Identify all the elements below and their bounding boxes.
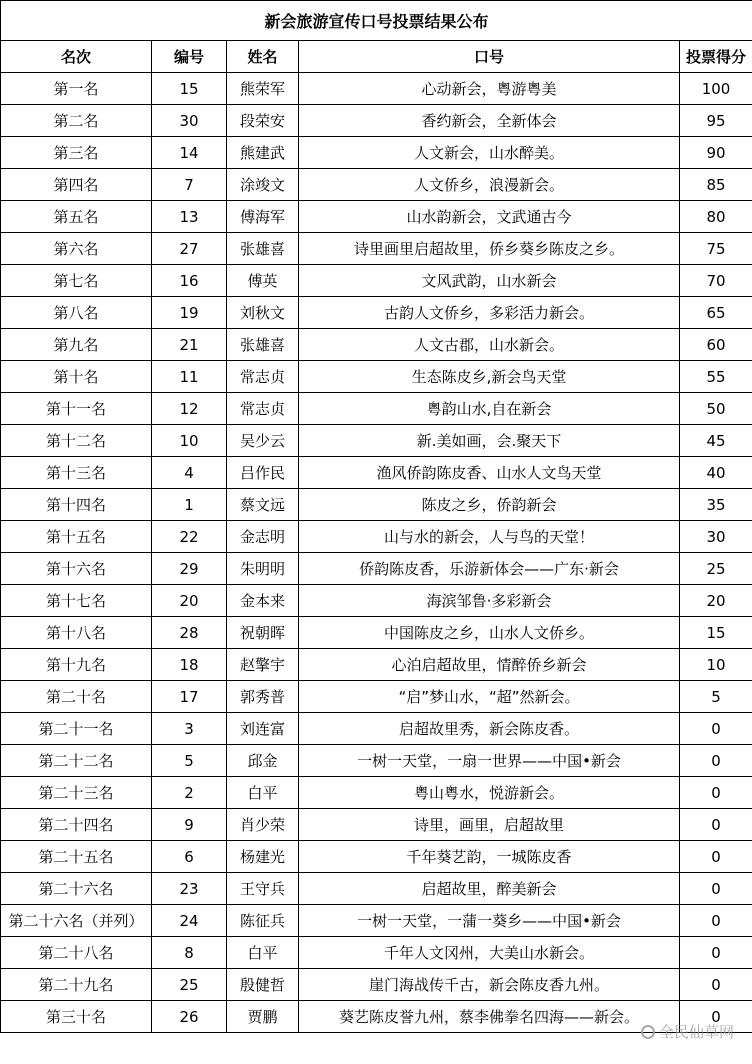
- cell-number: 14: [152, 137, 227, 169]
- cell-name: 吴少云: [227, 425, 299, 457]
- cell-rank: 第二十九名: [1, 969, 152, 1001]
- cell-name: 熊建武: [227, 137, 299, 169]
- cell-slogan: 启超故里，醉美新会: [299, 873, 680, 905]
- cell-score: 75: [680, 233, 752, 265]
- cell-rank: 第二十一名: [1, 713, 152, 745]
- cell-rank: 第十四名: [1, 489, 152, 521]
- cell-slogan: 中国陈皮之乡，山水人文侨乡。: [299, 617, 680, 649]
- header-score: 投票得分: [680, 41, 752, 73]
- cell-score: 10: [680, 649, 752, 681]
- cell-slogan: 侨韵陈皮香，乐游新体会——广东·新会: [299, 553, 680, 585]
- cell-score: 80: [680, 201, 752, 233]
- cell-score: 50: [680, 393, 752, 425]
- cell-number: 10: [152, 425, 227, 457]
- cell-number: 12: [152, 393, 227, 425]
- cell-score: 25: [680, 553, 752, 585]
- cell-slogan: 人文侨乡，浪漫新会。: [299, 169, 680, 201]
- cell-name: 杨建光: [227, 841, 299, 873]
- table-row: [1, 873, 752, 905]
- cell-name: 朱明明: [227, 553, 299, 585]
- cell-name: 刘秋文: [227, 297, 299, 329]
- cell-number: 20: [152, 585, 227, 617]
- cell-rank: 第十七名: [1, 585, 152, 617]
- cell-name: 傅海军: [227, 201, 299, 233]
- cell-score: 90: [680, 137, 752, 169]
- cell-rank: 第十八名: [1, 617, 152, 649]
- cell-rank: 第十五名: [1, 521, 152, 553]
- table-row: [1, 905, 752, 937]
- cell-rank: 第三十名: [1, 1001, 152, 1033]
- cell-number: 5: [152, 745, 227, 777]
- site-logo-icon: [641, 1025, 655, 1039]
- cell-name: 郭秀普: [227, 681, 299, 713]
- cell-name: 白平: [227, 777, 299, 809]
- watermark-text: 全民仙草网: [658, 1023, 734, 1041]
- table-row: [1, 681, 752, 713]
- cell-name: 陈征兵: [227, 905, 299, 937]
- cell-slogan: 生态陈皮乡,新会鸟天堂: [299, 361, 680, 393]
- cell-score: 70: [680, 265, 752, 297]
- cell-number: 9: [152, 809, 227, 841]
- cell-slogan: 文风武韵，山水新会: [299, 265, 680, 297]
- cell-slogan: 启超故里秀，新会陈皮香。: [299, 713, 680, 745]
- cell-rank: 第十一名: [1, 393, 152, 425]
- cell-name: 王守兵: [227, 873, 299, 905]
- cell-slogan: 渔风侨韵陈皮香、山水人文鸟天堂: [299, 457, 680, 489]
- cell-name: 白平: [227, 937, 299, 969]
- cell-slogan: 海滨邹鲁·多彩新会: [299, 585, 680, 617]
- cell-slogan: 山与水的新会，人与鸟的天堂！: [299, 521, 680, 553]
- cell-slogan: 心泊启超故里，情醉侨乡新会: [299, 649, 680, 681]
- cell-name: 邱金: [227, 745, 299, 777]
- table-row: [1, 745, 752, 777]
- cell-score: 0: [680, 873, 752, 905]
- cell-name: 常志贞: [227, 393, 299, 425]
- cell-rank: 第二十六名（并列）: [1, 905, 152, 937]
- cell-rank: 第二十二名: [1, 745, 152, 777]
- cell-name: 贾鹏: [227, 1001, 299, 1033]
- cell-slogan: 千年人文冈州，大美山水新会。: [299, 937, 680, 969]
- cell-number: 22: [152, 521, 227, 553]
- cell-slogan: 诗里，画里，启超故里: [299, 809, 680, 841]
- header-rank: 名次: [1, 41, 152, 73]
- cell-score: 95: [680, 105, 752, 137]
- cell-slogan: 粤山粤水，悦游新会。: [299, 777, 680, 809]
- cell-rank: 第五名: [1, 201, 152, 233]
- cell-rank: 第二十八名: [1, 937, 152, 969]
- cell-number: 19: [152, 297, 227, 329]
- cell-score: 45: [680, 425, 752, 457]
- cell-slogan: 一树一天堂，一扇一世界——中国•新会: [299, 745, 680, 777]
- cell-number: 2: [152, 777, 227, 809]
- cell-score: 0: [680, 1001, 752, 1033]
- cell-number: 3: [152, 713, 227, 745]
- cell-slogan: 人文古郡，山水新会。: [299, 329, 680, 361]
- cell-score: 0: [680, 841, 752, 873]
- cell-name: 熊荣军: [227, 73, 299, 105]
- cell-score: 0: [680, 809, 752, 841]
- table-row: [1, 425, 752, 457]
- cell-rank: 第十六名: [1, 553, 152, 585]
- table-row: [1, 457, 752, 489]
- cell-score: 0: [680, 969, 752, 1001]
- table-row: [1, 73, 752, 105]
- cell-score: 30: [680, 521, 752, 553]
- table-row: [1, 585, 752, 617]
- cell-rank: 第十名: [1, 361, 152, 393]
- cell-rank: 第十九名: [1, 649, 152, 681]
- table-row: [1, 521, 752, 553]
- cell-slogan: 人文新会，山水醉美。: [299, 137, 680, 169]
- cell-slogan: 陈皮之乡，侨韵新会: [299, 489, 680, 521]
- cell-name: 吕作民: [227, 457, 299, 489]
- cell-number: 30: [152, 105, 227, 137]
- cell-number: 15: [152, 73, 227, 105]
- cell-name: 金志明: [227, 521, 299, 553]
- cell-number: 21: [152, 329, 227, 361]
- table-row: [1, 969, 752, 1001]
- cell-number: 24: [152, 905, 227, 937]
- cell-rank: 第四名: [1, 169, 152, 201]
- cell-slogan: 千年葵艺韵，一城陈皮香: [299, 841, 680, 873]
- cell-slogan: 诗里画里启超故里，侨乡葵乡陈皮之乡。: [299, 233, 680, 265]
- table-row: [1, 393, 752, 425]
- cell-score: 55: [680, 361, 752, 393]
- cell-score: 0: [680, 713, 752, 745]
- cell-slogan: 崖门海战传千古，新会陈皮香九州。: [299, 969, 680, 1001]
- table-row: [1, 329, 752, 361]
- cell-name: 常志贞: [227, 361, 299, 393]
- cell-rank: 第二十三名: [1, 777, 152, 809]
- table-title: 新会旅游宣传口号投票结果公布: [1, 1, 752, 41]
- cell-score: 20: [680, 585, 752, 617]
- cell-score: 0: [680, 937, 752, 969]
- header-number: 编号: [152, 41, 227, 73]
- cell-rank: 第九名: [1, 329, 152, 361]
- cell-number: 25: [152, 969, 227, 1001]
- table-row: [1, 297, 752, 329]
- cell-rank: 第八名: [1, 297, 152, 329]
- cell-name: 金本来: [227, 585, 299, 617]
- cell-rank: 第二十名: [1, 681, 152, 713]
- cell-rank: 第七名: [1, 265, 152, 297]
- cell-name: 张雄喜: [227, 329, 299, 361]
- table-row: [1, 265, 752, 297]
- cell-score: 0: [680, 777, 752, 809]
- cell-number: 27: [152, 233, 227, 265]
- cell-name: 赵擎宇: [227, 649, 299, 681]
- cell-rank: 第十三名: [1, 457, 152, 489]
- cell-number: 29: [152, 553, 227, 585]
- cell-number: 18: [152, 649, 227, 681]
- cell-score: 5: [680, 681, 752, 713]
- cell-rank: 第一名: [1, 73, 152, 105]
- table-row: [1, 649, 752, 681]
- cell-slogan: 山水韵新会，文武通古今: [299, 201, 680, 233]
- cell-name: 傅英: [227, 265, 299, 297]
- table-row: [1, 233, 752, 265]
- table-row: [1, 105, 752, 137]
- cell-score: 0: [680, 745, 752, 777]
- cell-rank: 第三名: [1, 137, 152, 169]
- table-row: [1, 809, 752, 841]
- cell-number: 4: [152, 457, 227, 489]
- header-slogan: 口号: [299, 41, 680, 73]
- header-name: 姓名: [227, 41, 299, 73]
- table-row: [1, 137, 752, 169]
- cell-score: 35: [680, 489, 752, 521]
- cell-number: 8: [152, 937, 227, 969]
- table-row: [1, 777, 752, 809]
- cell-rank: 第二十四名: [1, 809, 152, 841]
- table-row: [1, 361, 752, 393]
- cell-number: 17: [152, 681, 227, 713]
- cell-score: 65: [680, 297, 752, 329]
- table-row: [1, 169, 752, 201]
- cell-score: 40: [680, 457, 752, 489]
- cell-number: 11: [152, 361, 227, 393]
- table-row: [1, 841, 752, 873]
- cell-slogan: 一树一天堂，一蒲一葵乡——中国•新会: [299, 905, 680, 937]
- cell-name: 殷健哲: [227, 969, 299, 1001]
- cell-rank: 第二十五名: [1, 841, 152, 873]
- table-row: [1, 617, 752, 649]
- cell-slogan: 香约新会，全新体会: [299, 105, 680, 137]
- table-row: [1, 553, 752, 585]
- cell-number: 6: [152, 841, 227, 873]
- cell-rank: 第六名: [1, 233, 152, 265]
- cell-name: 肖少荣: [227, 809, 299, 841]
- table-row: [1, 1001, 752, 1033]
- cell-number: 28: [152, 617, 227, 649]
- cell-number: 1: [152, 489, 227, 521]
- cell-name: 涂竣文: [227, 169, 299, 201]
- cell-name: 段荣安: [227, 105, 299, 137]
- cell-score: 60: [680, 329, 752, 361]
- cell-slogan: 心动新会，粤游粤美: [299, 73, 680, 105]
- cell-name: 张雄喜: [227, 233, 299, 265]
- cell-score: 15: [680, 617, 752, 649]
- cell-number: 23: [152, 873, 227, 905]
- cell-number: 13: [152, 201, 227, 233]
- cell-slogan: 古韵人文侨乡，多彩活力新会。: [299, 297, 680, 329]
- cell-rank: 第二十六名: [1, 873, 152, 905]
- table-row: [1, 489, 752, 521]
- cell-score: 100: [680, 73, 752, 105]
- cell-slogan: “启”梦山水，“超”然新会。: [299, 681, 680, 713]
- cell-name: 蔡文远: [227, 489, 299, 521]
- cell-number: 26: [152, 1001, 227, 1033]
- cell-rank: 第十二名: [1, 425, 152, 457]
- cell-score: 85: [680, 169, 752, 201]
- table-row: [1, 713, 752, 745]
- watermark: [641, 1021, 734, 1042]
- cell-name: 刘连富: [227, 713, 299, 745]
- cell-number: 16: [152, 265, 227, 297]
- cell-rank: 第二名: [1, 105, 152, 137]
- cell-slogan: 葵艺陈皮誉九州，蔡李佛拳名四海——新会。: [299, 1001, 680, 1033]
- table-row: [1, 937, 752, 969]
- cell-score: 0: [680, 905, 752, 937]
- table-row: [1, 201, 752, 233]
- cell-number: 7: [152, 169, 227, 201]
- cell-name: 祝朝晖: [227, 617, 299, 649]
- cell-slogan: 新.美如画，会.聚天下: [299, 425, 680, 457]
- cell-slogan: 粤韵山水,自在新会: [299, 393, 680, 425]
- header-row: [1, 41, 752, 73]
